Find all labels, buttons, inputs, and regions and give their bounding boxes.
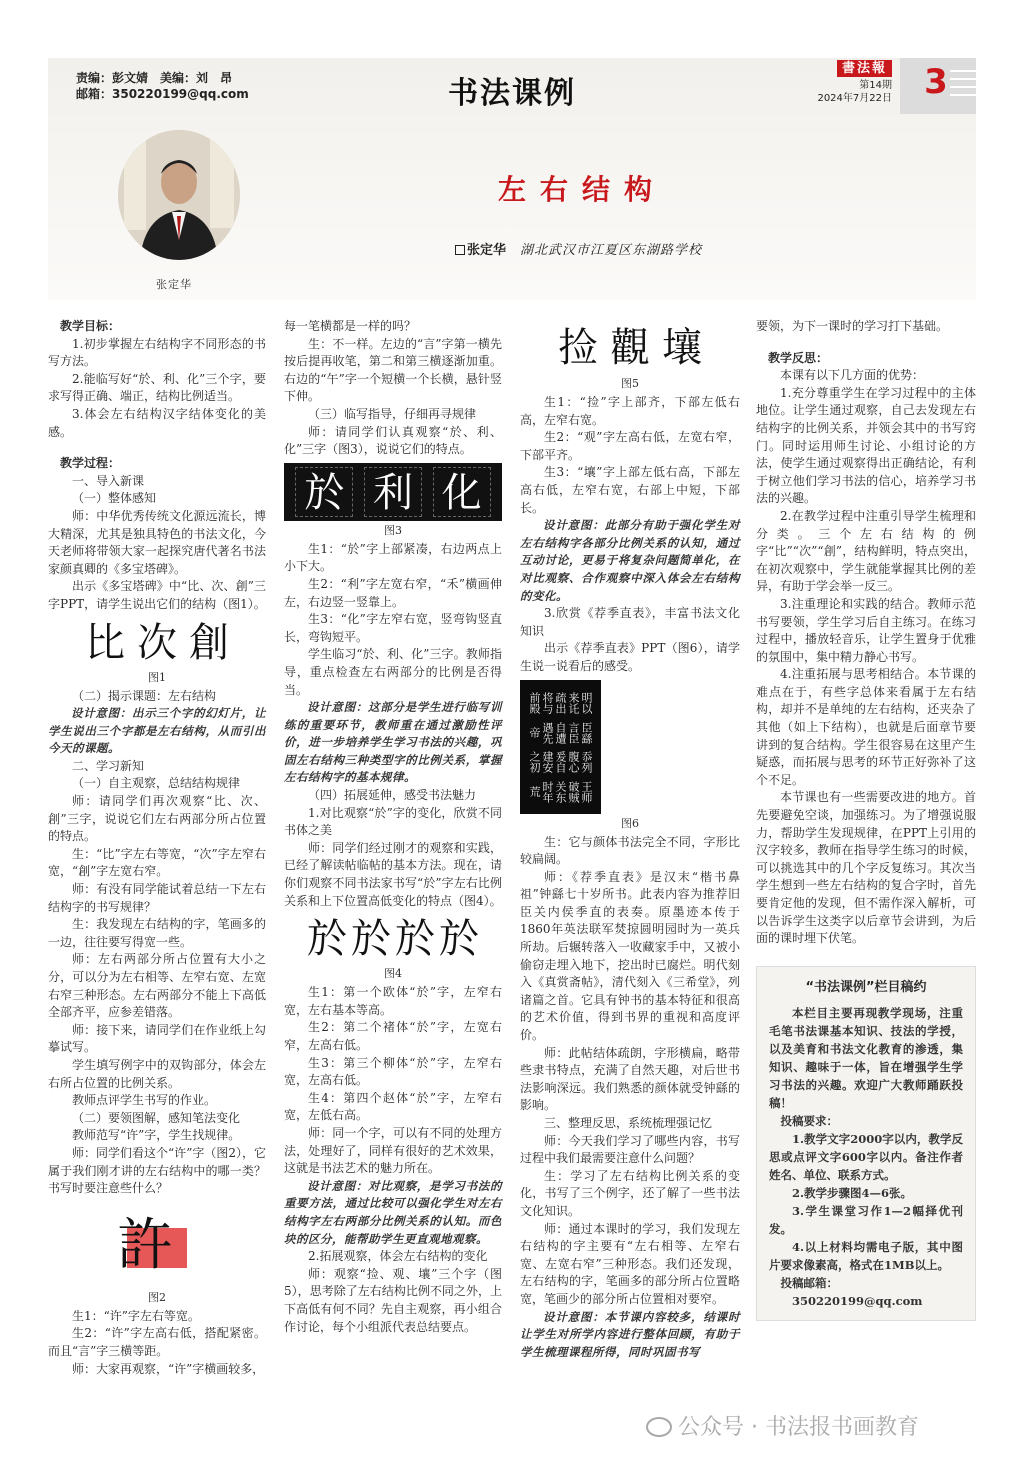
notice-paragraph: 4.以上材料均需电子版，其中图片要求像素高，格式在1MB以上。	[769, 1240, 963, 1273]
fig4-char: 於	[351, 916, 391, 963]
notice-title: “书法课例”栏目稿约	[805, 979, 927, 995]
figure-4	[284, 914, 502, 964]
figure-4-caption: 图4	[384, 967, 402, 981]
column-4	[756, 318, 976, 1321]
spacer	[48, 441, 266, 455]
paragraph: 师：请同学们再次观察“比、次、創”三字，说说它们左右两部分所占位置的特点。	[48, 794, 266, 844]
paragraph: 生3：第三个柳体“於”字，左窄右宽，左高右低。	[284, 1055, 502, 1088]
section-title: 书法课例	[448, 76, 576, 111]
figure-3-caption: 图3	[384, 523, 402, 537]
notice-email[interactable]: 350220199@qq.com	[792, 1294, 923, 1309]
paragraph: 生1：“於”字上部紧凑，右边两点上小下大。	[284, 541, 502, 574]
design-intent: 设计意图：这部分是学生进行临写训练的重要环节，教师重在通过激励性评价，进一步培养学生学习书法的兴趣，巩固左右结构三种类型字的比例关系，掌握左右结构字的基本规律。	[284, 700, 502, 785]
paragraph: 1.初步掌握左右结构字不同形态的书写方法。	[48, 336, 266, 369]
column-1	[48, 318, 266, 1378]
figure-5	[520, 322, 740, 374]
paragraph: 师：中华优秀传统文化源远流长，博大精深，尤其是独具特色的书法文化，今天老师将带领大家一起探究唐代著名书法家颜真卿的《多宝塔碑》。	[48, 508, 266, 576]
paragraph: 要领，为下一课时的学习打下基础。	[756, 319, 949, 333]
figure-3	[284, 463, 502, 521]
paragraph: 生3：“壤”字上部左低右高，下部左高右低，左窄右宽，右部上中短，下部长。	[520, 465, 740, 515]
paragraph: 生2：第二个褚体“於”字，左宽右窄，左高右低。	[284, 1020, 502, 1052]
page-number: 3	[924, 62, 948, 102]
paragraph: 1.充分尊重学生在学习过程中的主体地位。让学生通过观察，自己去发现左右结构字的比例关系，并领会其中的书写窍门。同时运用师生讨论、小组讨论的方法，使学生通过观察得出正确结论，有利于树立他们学习书法的信心，培养学习书法的兴趣。	[756, 385, 976, 506]
design-intent: 设计意图：本节课内容较多，结课时让学生对所学内容进行整体回顾，有助于学生梳理课程所得，同时巩固书写	[520, 1309, 740, 1359]
paragraph: 生：“比”字左右等宽，“次”字左窄右宽，“創”字左宽右窄。	[48, 846, 266, 879]
fig1-char: 比	[85, 619, 125, 666]
design-intent: 设计意图：此部分有助于强化学生对左右结构字各部分比例关系的认知，通过互动讨论，更易于将复杂问题简单化，在对比观察、合作观察中深入体会左右结构的变化。	[520, 518, 740, 603]
fig6-text-column: 忝列腹心爰自建安之初	[528, 751, 593, 774]
author-organization: 湖北武汉市江夏区东湖路学校	[520, 243, 703, 258]
byline-marker	[455, 245, 465, 255]
paragraph: 生2：“利”字左宽右窄，“禾”横画伸左，右边竖一竖靠上。	[284, 576, 502, 609]
paragraph: 教师点评学生书写的作业。	[72, 1093, 217, 1108]
paragraph: 师：左右两部分所占位置有大小之分，可以分为左右相等、左窄右宽、左宽右窄三种形态。左右两部分不能上下高低全部齐平，应参差错落。	[48, 952, 266, 1020]
paragraph: 师：同学们经过刚才的观察和实践，已经了解读帖临帖的基本方法。现在，请你们观察不同书法家书写“於”字左右比例关系和上下位置高低变化的特点（图4）。	[284, 840, 502, 908]
paragraph: 生2：“许”字左高右低，搭配紧密。而且“言”字三横等距。	[48, 1326, 266, 1358]
paragraph: 师：请同学们认真观察“於、利、化”三字（图3），说说它们的特点。	[284, 424, 502, 457]
paragraph: 3.欣赏《荐季直表》，丰富书法文化知识	[520, 606, 740, 638]
fig3-char: 利	[364, 467, 422, 517]
paragraph: 师：今天我们学习了哪些内容，书写过程中我们最需要注意什么问题？	[520, 1133, 740, 1166]
paragraph: 生3：“化”字左窄右宽，竖弯钩竖直长，弯钩短平。	[284, 612, 502, 644]
design-intent: 设计意图：对比观察，是学习书法的重要方法，通过比较可以强化学生对左右结构字左右两部分比例关系的认知。而色块的区分，能帮助学生更直观地观察。	[284, 1178, 502, 1246]
paragraph: 2.能临写好“於、利、化”三个字，要求写得正确、端正，结构比例适当。	[48, 371, 266, 404]
paragraph: 师：通过本课时的学习，我们发现左右结构的字主要有“左右相等、左窄右宽、左宽右窄”三种形态。我们还发现，左右结构的字，笔画多的部分所占位置略宽，笔画少的部分所占位置相对要窄。	[520, 1221, 740, 1306]
author-name: 张定华	[467, 243, 507, 258]
paragraph: 教师范写“许”字，学生找规律。	[72, 1128, 241, 1143]
wechat-watermark	[646, 1410, 919, 1441]
figure-2	[117, 1206, 197, 1286]
issue-number: 第14期	[859, 80, 892, 91]
fig4-char: 於	[307, 916, 347, 963]
notice-paragraph: 投稿邮箱：	[780, 1276, 838, 1291]
submission-notice	[756, 966, 976, 1322]
paragraph: 出示《多宝塔碑》中“比、次、創”三字PPT，请学生说出它们的结构（图1）。	[48, 579, 266, 611]
paragraph: 一、导入新课	[72, 473, 145, 488]
notice-paragraph: 2.教学步骤图4—6张。	[792, 1186, 913, 1201]
editors-line: 责编：彭文婧 美编：刘 昂	[76, 71, 233, 85]
paragraph: 生：学习了左右结构比例关系的变化，书写了三个例字，还了解了一些书法文化知识。	[520, 1168, 740, 1218]
figure-1	[48, 618, 266, 668]
column-3	[520, 318, 740, 1361]
figure-5-caption: 图5	[621, 377, 639, 390]
paragraph: 学生临习“於、利、化”三字。教师指导，重点检查左右两部分的比例是否得当。	[284, 647, 502, 697]
column-2	[284, 318, 502, 1336]
design-intent: 设计意图：出示三个字的幻灯片，让学生说出三个字都是左右结构，从而引出今天的课题。	[48, 706, 266, 756]
masthead	[802, 60, 892, 105]
paragraph: （四）拓展延伸，感受书法魅力	[308, 788, 477, 803]
fig1-char: 創	[189, 619, 229, 666]
fig6-text-column: 明以来讬疏出将与前殿	[528, 692, 593, 715]
paragraph: 2.拓展观察，体会左右结构的变化	[308, 1249, 488, 1264]
byline	[455, 239, 702, 258]
fig4-char: 於	[439, 916, 479, 963]
notice-paragraph: 3.学生课堂习作1—2幅择优刊发。	[769, 1204, 963, 1237]
paragraph: 生：我发现左右结构的字，笔画多的一边，往往要写得宽一些。	[48, 917, 266, 949]
paragraph: 三、整理反思，系统梳理强记忆	[544, 1116, 713, 1130]
paragraph: 师：接下来，请同学们在作业纸上勾摹试写。	[48, 1022, 266, 1055]
wechat-icon	[646, 1417, 672, 1437]
paragraph: 师：此帖结体疏朗，字形横扁，略带些隶书特点，充满了自然天趣，对后世书法影响深远。我们熟悉的颜体就受钟繇的影响。	[520, 1045, 740, 1113]
paragraph: 1.对比观察“於”字的变化，欣赏不同书体之美	[284, 805, 502, 838]
paragraph: 3.注重理论和实践的结合。教师示范书写要领，学生学习后自主练习。在练习过程中，播放轻音乐，让学生置身于优雅的氛围中，集中精力静心书写。	[756, 596, 976, 664]
author-photo	[118, 130, 240, 260]
paragraph: 生：不一样。左边的“言”字第一横先按后提再收笔，第二和第三横逐渐加重。右边的“午”字一个短横一个长横，悬针竖下伸。	[284, 336, 502, 404]
paragraph: 生1：“许”字左右等宽。	[72, 1308, 200, 1323]
editor-info	[76, 70, 249, 102]
paragraph: 每一笔横都是一样的吗？	[284, 319, 417, 333]
spacer	[756, 336, 976, 350]
paragraph: 师：同学们看这个“许”字（图2），它属于我们刚才讲的左右结构中的哪一类？书写时要注意些什么？	[48, 1145, 266, 1196]
notice-paragraph: 1.教学文字2000字以内，教学反思或点评文字600字以内。备注作者姓名、单位、联系方式。	[769, 1132, 963, 1183]
article-title: 左右结构	[498, 173, 667, 206]
fig5-char: 壤	[662, 322, 702, 374]
fig5-char: 觀	[610, 322, 650, 374]
paragraph: 3.体会左右结构汉字结体变化的美感。	[48, 406, 266, 439]
figure-1-caption: 图1	[148, 670, 166, 684]
heading-reflection: 教学反思：	[768, 350, 829, 365]
heading-process: 教学过程：	[60, 456, 121, 471]
email-line: 邮箱：350220199@qq.com	[76, 87, 249, 101]
paragraph: 本课有以下几方面的优势：	[780, 368, 925, 383]
author-portrait-icon	[118, 130, 240, 260]
paragraph: 生1：第一个欧体“於”字，左窄右宽，左右基本等高。	[284, 985, 502, 1017]
paragraph: 出示《荐季直表》PPT（图6），请学生说一说看后的感受。	[520, 641, 740, 673]
paragraph: （三）临写指导，仔细再寻规律	[308, 406, 477, 421]
paragraph: （一）自主观察，总结结构规律	[72, 776, 241, 791]
newspaper-logo: 書法報	[837, 60, 892, 77]
paragraph: 二、学习新知	[72, 758, 145, 773]
fig3-char: 化	[433, 467, 491, 517]
paragraph: 4.注重拓展与思考相结合。本节课的难点在于，有些字总体来看属于左右结构，却并不是单纯的左右结构，还夹杂了其他（如上下结构），也就是后面章节要讲到的复合结构。学生很容易在这里产生疑惑，而拓展与思考的环节正好弥补了这个不足。	[756, 667, 976, 787]
fig5-char: 捡	[558, 322, 598, 374]
fig2-char: 許	[117, 1212, 173, 1278]
fig1-char: 次	[137, 619, 177, 666]
fig6-text-column: 臣繇言臣自遭遇先帝	[528, 721, 593, 744]
paragraph: 学生填写例字中的双钩部分，体会左右所占位置的比例关系。	[48, 1057, 266, 1090]
watermark-text: 公众号 · 书法报书画教育	[678, 1415, 919, 1440]
paragraph: 师：同一个字，可以有不同的处理方法，处理好了，同样有很好的艺术效果，这就是书法艺术的魅力所在。	[284, 1125, 502, 1176]
paragraph: 生：它与颜体书法完全不同，字形比较扁阔。	[520, 834, 740, 867]
photo-caption: 张定华	[156, 278, 192, 291]
paragraph: 师：《荐季直表》是汉末“楷书鼻祖”钟繇七十岁所书。此表内容为推荐旧臣关内侯季直的表奏。原墨迹本传于1860年英法联军焚掠圆明园时为一英兵所劫。后辗转落入一收藏家手中，又被小偷窃走埋入地下，挖出时已腐烂。明代刻入《真赏斋帖》，清代刻入《三希堂》，列诸篇之首。它具有钟书的基本特征和很高的艺术价值，得到书界的重视和高度评价。	[520, 869, 740, 1043]
fig3-char: 於	[295, 467, 353, 517]
paragraph: 生2：“观”字左高右低，左宽右窄，下部平齐。	[520, 430, 740, 462]
figure-6	[520, 680, 601, 814]
paragraph: 本节课也有一些需要改进的地方。首先要避免空谈，加强练习。为了增强说服力，帮助学生发现规律，在PPT上引用的汉字较多，教师在指导学生练习的时候，可以挑选其中的几个字反复练习。其次当学生想到一些左右结构的复合字时，首先要肯定他的发现，但不需作深入解析，可以告诉学生这类字以后章节会讲到，为后面的课时埋下伏笔。	[756, 790, 976, 946]
notice-paragraph: 投稿要求：	[780, 1114, 838, 1129]
heading-goals: 教学目标：	[60, 319, 121, 333]
page-number-decoration	[950, 70, 976, 102]
paragraph: （二）要领图解，感知笔法变化	[72, 1110, 241, 1125]
paragraph: 生4：第四个赵体“於”字，左窄右宽，左低右高。	[284, 1090, 502, 1123]
figure-2-caption: 图2	[148, 1290, 166, 1304]
paragraph: 2.在教学过程中注重引导学生梳理和分类。三个左右结构的例字“比”“次”“創”，结构鲜明，特点突出，在初次观察中，学生就能掌握其比例的差异，有助于学会举一反三。	[756, 508, 976, 594]
paragraph: （二）揭示课题：左右结构	[72, 688, 217, 703]
paragraph: 生1：“捡”字上部齐，下部左低右高，左窄右宽。	[520, 395, 740, 427]
issue-date: 2024年7月22日	[817, 93, 892, 104]
paragraph: 师：观察“捡、观、壤”三个字（图5），思考除了左右结构比例不同之外，上下高低有何不同？先自主观察，再小组合作讨论，每个小组派代表总结要点。	[284, 1266, 502, 1334]
paragraph: 师：有没有同学能试着总结一下左右结构字的书写规律？	[48, 882, 266, 914]
notice-paragraph: 本栏目主要再现教学现场，注重毛笔书法课基本知识、技法的学授，以及美育和书法文化教育的渗透，集知识、趣味于一体，旨在增强学生学习书法的兴趣。欢迎广大教师踊跃投稿！	[769, 1006, 963, 1111]
paragraph: 师：大家再观察，“许”字横画较多，	[72, 1361, 265, 1376]
paragraph: （一）整体感知	[72, 491, 157, 506]
figure-6-caption: 图6	[621, 816, 639, 830]
fig6-text-column: 王师破贼关东时年荒	[528, 780, 593, 803]
fig4-char: 於	[395, 916, 435, 963]
